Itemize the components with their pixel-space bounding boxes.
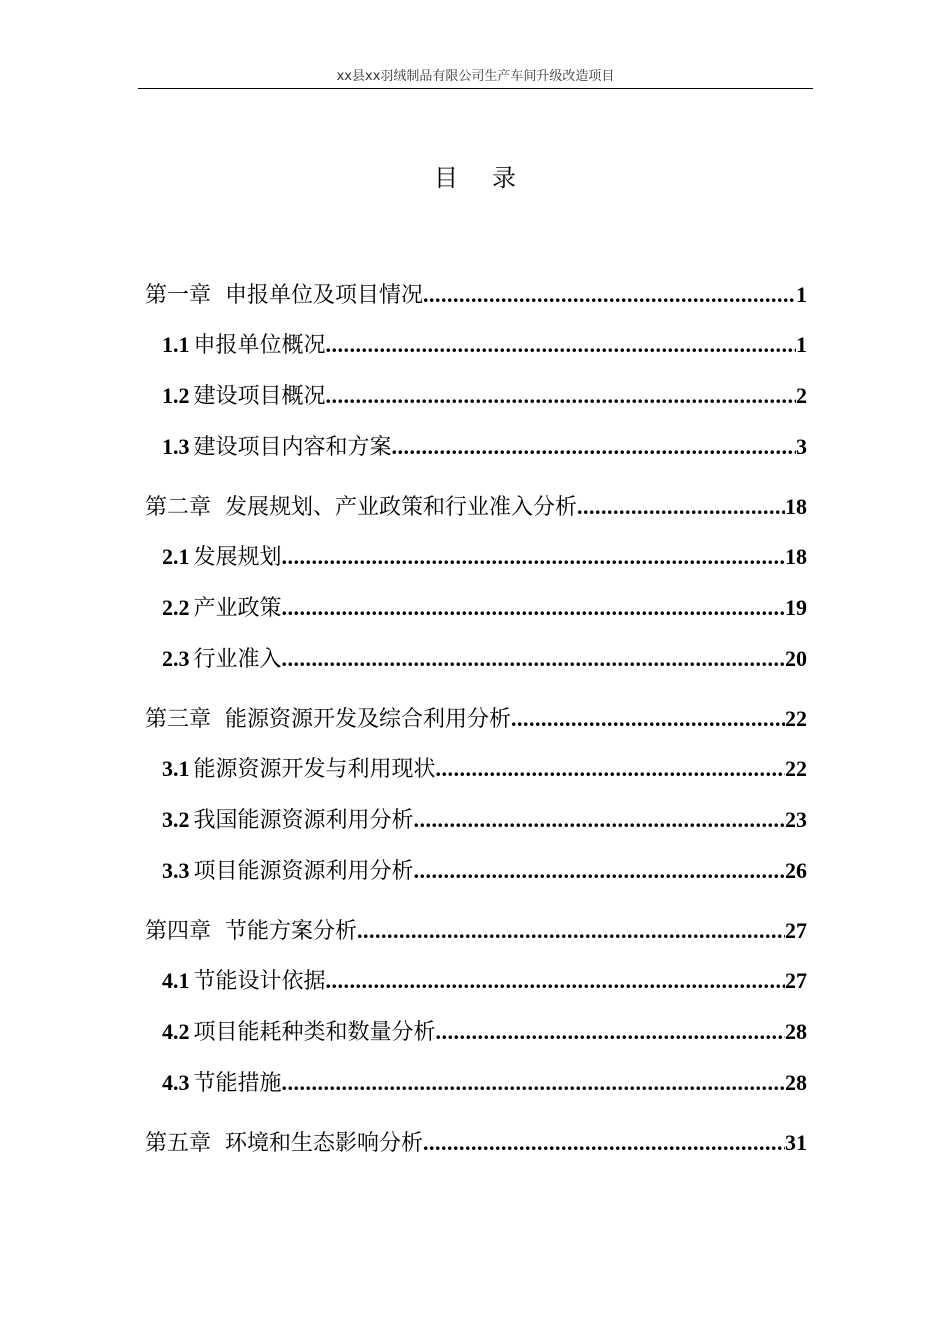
- toc-section-entry[interactable]: [145, 324, 807, 367]
- toc-section-number: 4.1: [162, 968, 190, 993]
- toc-page-number: 23: [785, 807, 807, 832]
- toc-chapter-number: 第一章: [145, 283, 212, 308]
- toc-section-number: 1.2: [162, 383, 190, 408]
- toc-dot-leader: [326, 324, 796, 366]
- toc-dot-leader: [326, 375, 796, 417]
- toc-entry-title: 发展规划、产业政策和行业准入分析: [225, 495, 578, 520]
- toc-dot-leader: [392, 426, 796, 468]
- toc-dot-leader: [436, 1011, 785, 1053]
- toc-chapter-number: 第三章: [145, 707, 212, 732]
- toc-dot-leader: [436, 748, 785, 790]
- toc-title: 目录: [434, 164, 550, 192]
- toc-section-number: 1.1: [162, 332, 190, 357]
- toc-chapter-entry[interactable]: [145, 698, 807, 741]
- toc-page-number: 19: [785, 595, 807, 620]
- toc-page-number: 31: [785, 1130, 807, 1155]
- toc-entry-title: 节能方案分析: [225, 919, 358, 944]
- toc-section-number: 2.3: [162, 646, 190, 671]
- toc-chapter-entry[interactable]: [145, 1122, 807, 1165]
- toc-entry-title: 行业准入: [193, 647, 282, 672]
- toc-entry-title: 申报单位概况: [193, 333, 326, 358]
- toc-entry-title: 节能设计依据: [193, 969, 326, 994]
- toc-page-number: 3: [796, 434, 807, 459]
- toc-dot-leader: [282, 638, 785, 680]
- toc-dot-leader: [282, 1062, 785, 1104]
- toc-entry-title: 产业政策: [193, 596, 282, 621]
- toc-dot-leader: [423, 1122, 785, 1164]
- toc-chapter-number: 第四章: [145, 919, 212, 944]
- toc-dot-leader: [423, 274, 796, 316]
- toc-section-number: 3.2: [162, 807, 190, 832]
- toc-section-entry[interactable]: [145, 375, 807, 418]
- toc-page-number: 22: [785, 706, 807, 731]
- toc-section-number: 2.1: [162, 544, 190, 569]
- toc-entry-title: 建设项目内容和方案: [193, 435, 392, 460]
- toc-dot-leader: [414, 799, 785, 841]
- toc-section-entry[interactable]: [145, 1062, 807, 1105]
- toc-section-entry[interactable]: [145, 850, 807, 893]
- toc-entry-title: 项目能耗种类和数量分析: [193, 1020, 436, 1045]
- toc-section-number: 4.3: [162, 1070, 190, 1095]
- toc-entry-title: 项目能源资源利用分析: [193, 859, 414, 884]
- toc-entry-title: 我国能源资源利用分析: [193, 808, 414, 833]
- toc-page-number: 18: [785, 544, 807, 569]
- toc-page-number: 1: [796, 332, 807, 357]
- toc-dot-leader: [282, 587, 785, 629]
- header-rule: [138, 88, 813, 89]
- table-of-contents: [145, 274, 807, 1172]
- toc-section-entry[interactable]: [145, 748, 807, 791]
- toc-section-number: 3.3: [162, 858, 190, 883]
- toc-section-entry[interactable]: [145, 587, 807, 630]
- toc-section-entry[interactable]: [145, 799, 807, 842]
- toc-page-number: 27: [785, 968, 807, 993]
- toc-section-number: 3.1: [162, 756, 190, 781]
- toc-page-number: 22: [785, 756, 807, 781]
- toc-chapter-entry[interactable]: [145, 486, 807, 529]
- toc-section-entry[interactable]: [145, 536, 807, 579]
- toc-section-entry[interactable]: [145, 960, 807, 1003]
- toc-dot-leader: [511, 698, 785, 740]
- toc-page-number: 27: [785, 918, 807, 943]
- toc-entry-title: 能源资源开发与利用现状: [193, 757, 436, 782]
- toc-entry-title: 申报单位及项目情况: [225, 283, 424, 308]
- toc-page-number: 28: [785, 1019, 807, 1044]
- toc-section-entry[interactable]: [145, 426, 807, 469]
- toc-section-entry[interactable]: [145, 638, 807, 681]
- toc-dot-leader: [326, 960, 785, 1002]
- toc-entry-title: 建设项目概况: [193, 384, 326, 409]
- toc-dot-leader: [414, 850, 785, 892]
- toc-dot-leader: [577, 486, 785, 528]
- toc-page-number: 18: [785, 494, 807, 519]
- toc-page-number: 26: [785, 858, 807, 883]
- toc-section-entry[interactable]: [145, 1011, 807, 1054]
- toc-dot-leader: [282, 536, 785, 578]
- toc-entry-title: 环境和生态影响分析: [225, 1131, 424, 1156]
- toc-page-number: 20: [785, 646, 807, 671]
- toc-section-number: 1.3: [162, 434, 190, 459]
- toc-entry-title: 节能措施: [193, 1071, 282, 1096]
- toc-page-number: 1: [796, 282, 807, 307]
- toc-section-number: 2.2: [162, 595, 190, 620]
- toc-chapter-entry[interactable]: [145, 274, 807, 317]
- running-header: xx县xx羽绒制品有限公司生产车间升级改造项目: [336, 69, 615, 84]
- toc-chapter-number: 第二章: [145, 495, 212, 520]
- toc-page-number: 28: [785, 1070, 807, 1095]
- toc-page-number: 2: [796, 383, 807, 408]
- toc-chapter-entry[interactable]: [145, 910, 807, 953]
- toc-dot-leader: [357, 910, 785, 952]
- toc-chapter-number: 第五章: [145, 1131, 212, 1156]
- toc-entry-title: 发展规划: [193, 545, 282, 570]
- toc-section-number: 4.2: [162, 1019, 190, 1044]
- toc-entry-title: 能源资源开发及综合利用分析: [225, 707, 512, 732]
